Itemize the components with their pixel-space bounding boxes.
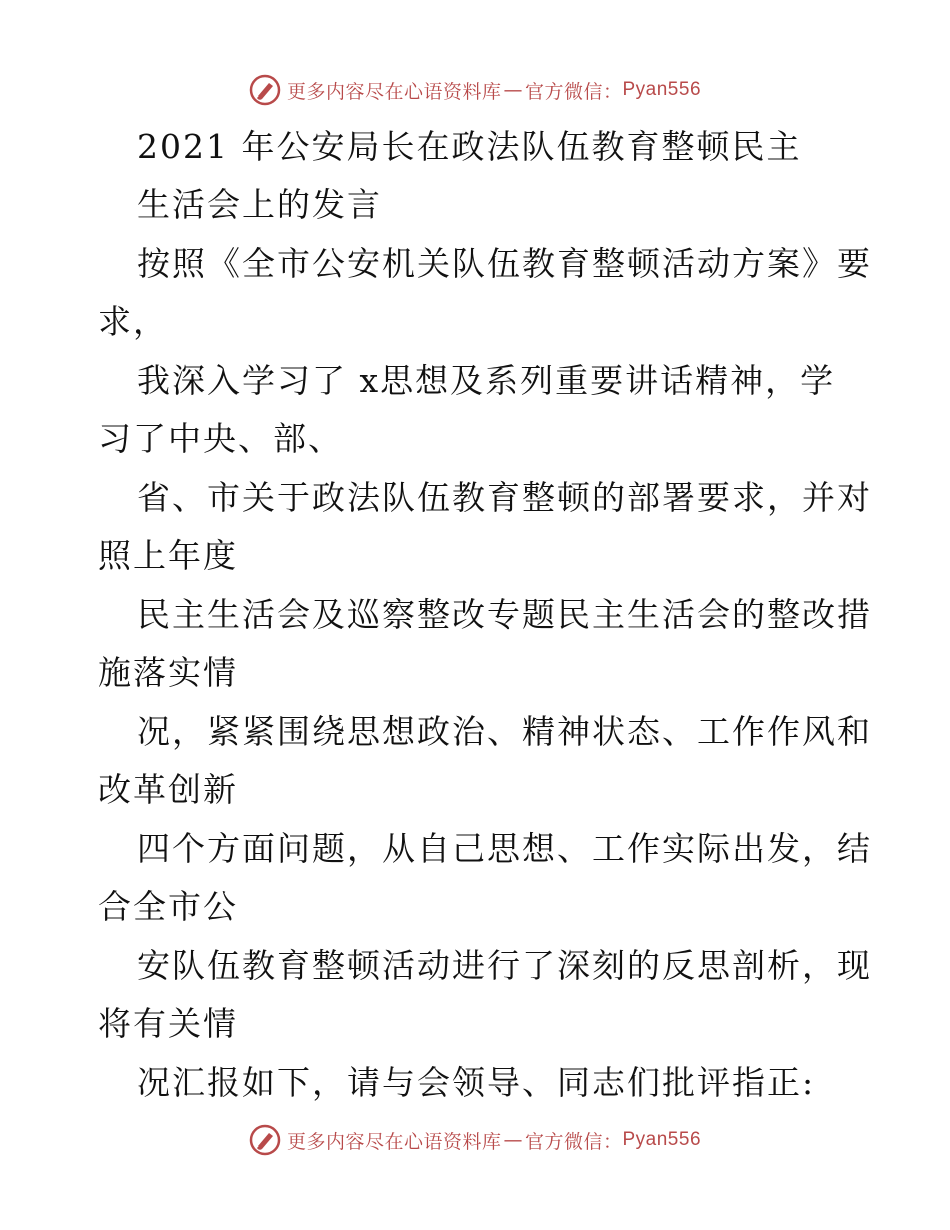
paragraph-line: 省、市关于政法队伍教育整顿的部署要求，并对: [137, 478, 872, 517]
brush-logo-icon: [249, 74, 281, 106]
paragraph-line: 我深入学习了 x思想及系列重要讲话精神，学: [137, 361, 836, 400]
header-watermark: [0, 70, 950, 110]
watermark-account: Pyan556: [622, 1129, 702, 1150]
paragraph-line: 习了中央、部、: [98, 419, 343, 458]
paragraph-line: 施落实情: [98, 653, 238, 692]
paragraph-line: 民主生活会及巡察整改专题民主生活会的整改措: [137, 595, 872, 634]
footer-watermark: [0, 1120, 950, 1160]
watermark-text: 更多内容尽在心语资料库: [286, 1130, 502, 1153]
watermark-separator: —: [503, 1129, 523, 1151]
paragraph-line: 求，: [98, 302, 168, 341]
paragraph-line: 照上年度: [98, 536, 238, 575]
paragraph-line: 安队伍教育整顿活动进行了深刻的反思剖析，现: [137, 946, 872, 985]
paragraph-line: 按照《全市公安机关队伍教育整顿活动方案》要: [137, 244, 872, 283]
paragraph-line: 四个方面问题，从自己思想、工作实际出发，结: [137, 829, 872, 868]
paragraph-line: 将有关情: [98, 1004, 238, 1043]
watermark-suffix: 官方微信：: [524, 1130, 623, 1153]
paragraph-line: 况汇报如下，请与会领导、同志们批评指正:: [137, 1063, 816, 1102]
watermark-account: Pyan556: [622, 79, 702, 100]
watermark-text: 更多内容尽在心语资料库: [286, 80, 502, 103]
document-title-line-1: 2021 年公安局长在政法队伍教育整顿民主: [137, 127, 802, 166]
paragraph-line: 改革创新: [98, 770, 238, 809]
brush-logo-icon: [249, 1124, 281, 1156]
paragraph-line: 合全市公: [98, 887, 238, 926]
document-title-line-2: 生活会上的发言: [137, 185, 382, 224]
watermark-separator: —: [503, 79, 523, 101]
paragraph-line: 况，紧紧围绕思想政治、精神状态、工作作风和: [137, 712, 872, 751]
watermark-suffix: 官方微信：: [524, 80, 623, 103]
